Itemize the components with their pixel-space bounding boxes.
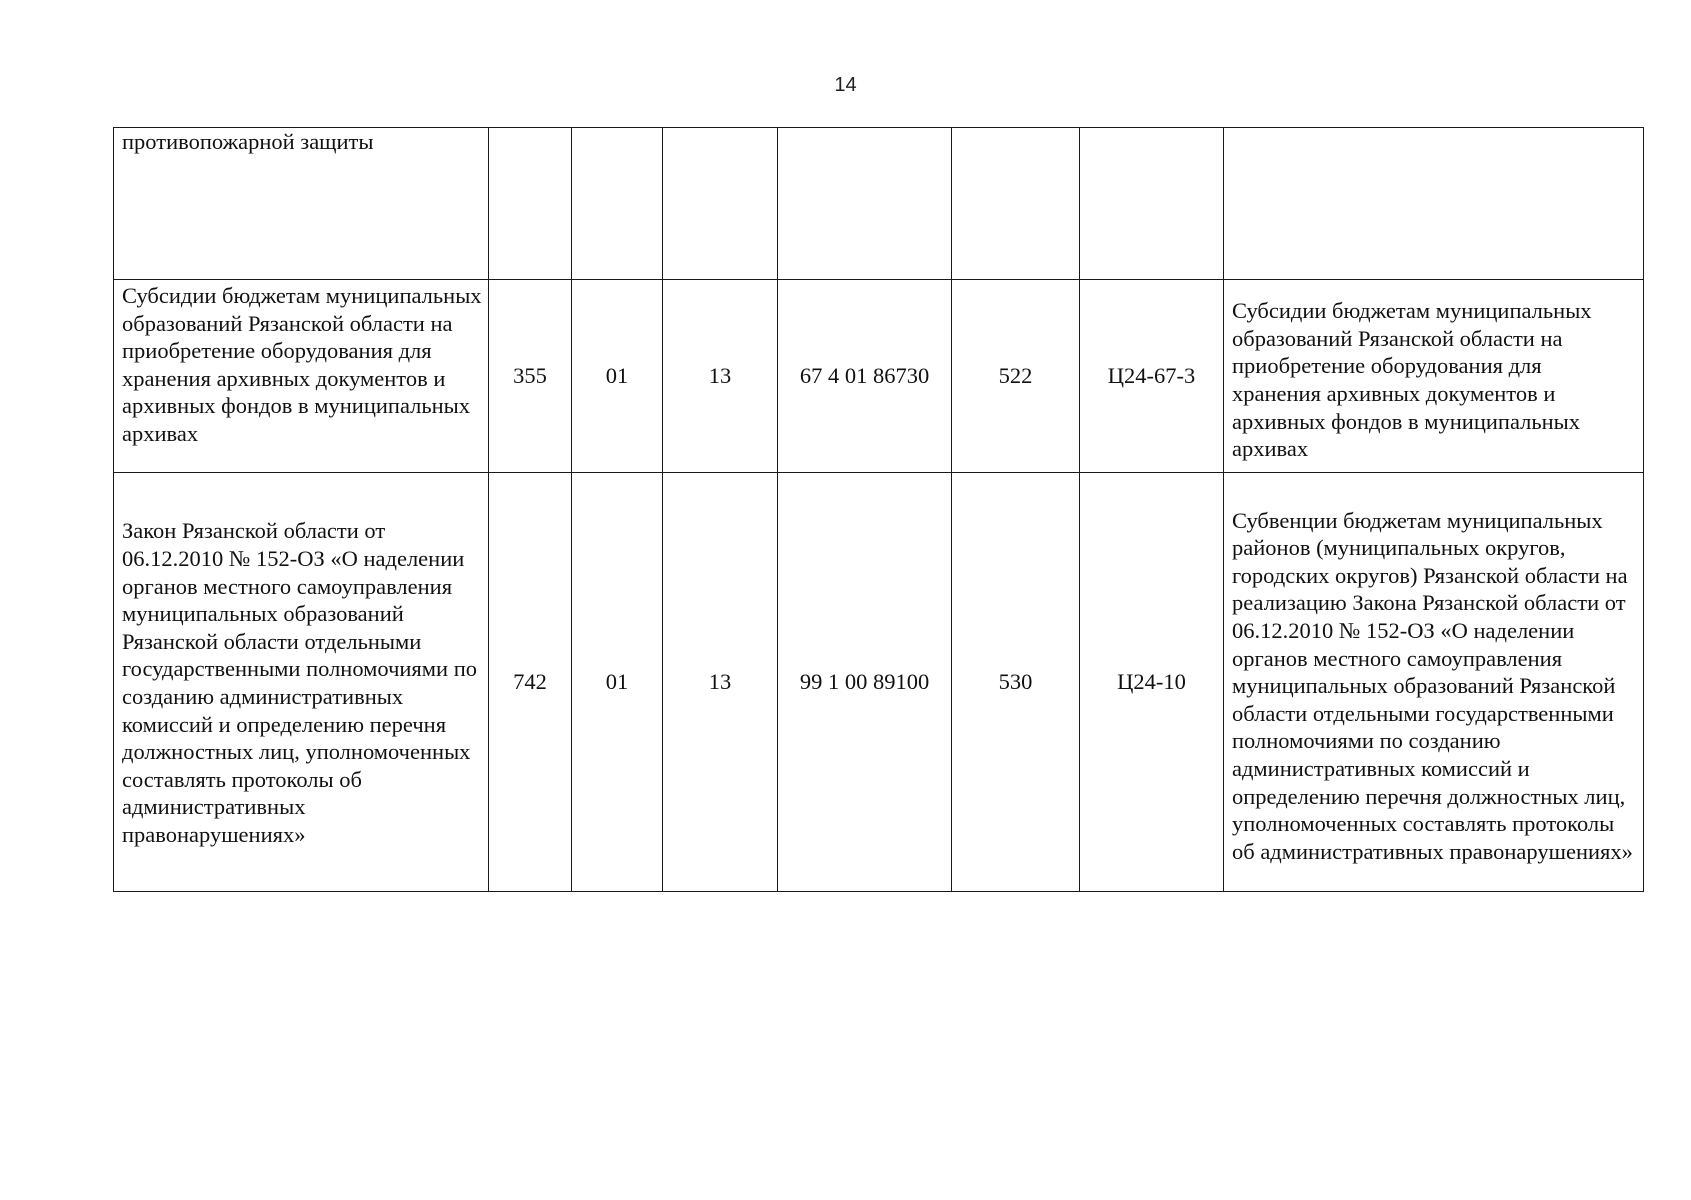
code-cell-6: Ц24-10	[1080, 473, 1224, 892]
table-row	[114, 473, 1644, 892]
code-cell-5: 522	[952, 280, 1080, 473]
code-cell-2: 01	[572, 280, 663, 473]
row-description: Закон Рязанской области от 06.12.2010 № 152-ОЗ «О наделении органов местного самоуправления муниципальных образований Рязанской области отдельными государственными полномочиями по созданию административных комиссий и определению перечня должностных лиц, уполномоченных составлять протоколы об административных правонарушениях»	[114, 473, 489, 892]
row-target-description: Субвенции бюджетам муниципальных районов (муниципальных округов, городских округов) Рязанской области на реализацию Закона Рязанской области от 06.12.2010 № 152-ОЗ «О наделении органов местного самоуправления муниципальных образований Рязанской области отдельными государственными полномочиями по созданию административных комиссий и определению перечня должностных лиц, уполномоченных составлять протоколы об административных правонарушениях»	[1224, 473, 1644, 892]
row-target-description: Субсидии бюджетам муниципальных образований Рязанской области на приобретение оборудования для хранения архивных документов и архивных фондов в муниципальных архивах	[1224, 280, 1644, 473]
page-number: 14	[834, 74, 857, 96]
row-description: Субсидии бюджетам муниципальных образований Рязанской области на приобретение оборудования для хранения архивных документов и архивных фондов в муниципальных архивах	[114, 280, 489, 473]
code-cell-1: 355	[489, 280, 572, 473]
code-cell-2: 01	[572, 473, 663, 892]
code-cell-6: Ц24-67-3	[1080, 280, 1224, 473]
table-row	[114, 280, 1644, 473]
code-cell-4: 99 1 00 89100	[778, 473, 952, 892]
code-cell-1	[489, 128, 572, 280]
code-cell-4	[778, 128, 952, 280]
code-cell-3: 13	[663, 473, 778, 892]
code-cell-6	[1080, 128, 1224, 280]
code-cell-2	[572, 128, 663, 280]
code-cell-3	[663, 128, 778, 280]
row-description: противопожарной защиты	[114, 128, 489, 280]
budget-classification-table	[113, 127, 1644, 892]
code-cell-3: 13	[663, 280, 778, 473]
code-cell-4: 67 4 01 86730	[778, 280, 952, 473]
code-cell-5: 530	[952, 473, 1080, 892]
code-cell-5	[952, 128, 1080, 280]
code-cell-1: 742	[489, 473, 572, 892]
row-target-description	[1224, 128, 1644, 280]
table-row	[114, 128, 1644, 280]
